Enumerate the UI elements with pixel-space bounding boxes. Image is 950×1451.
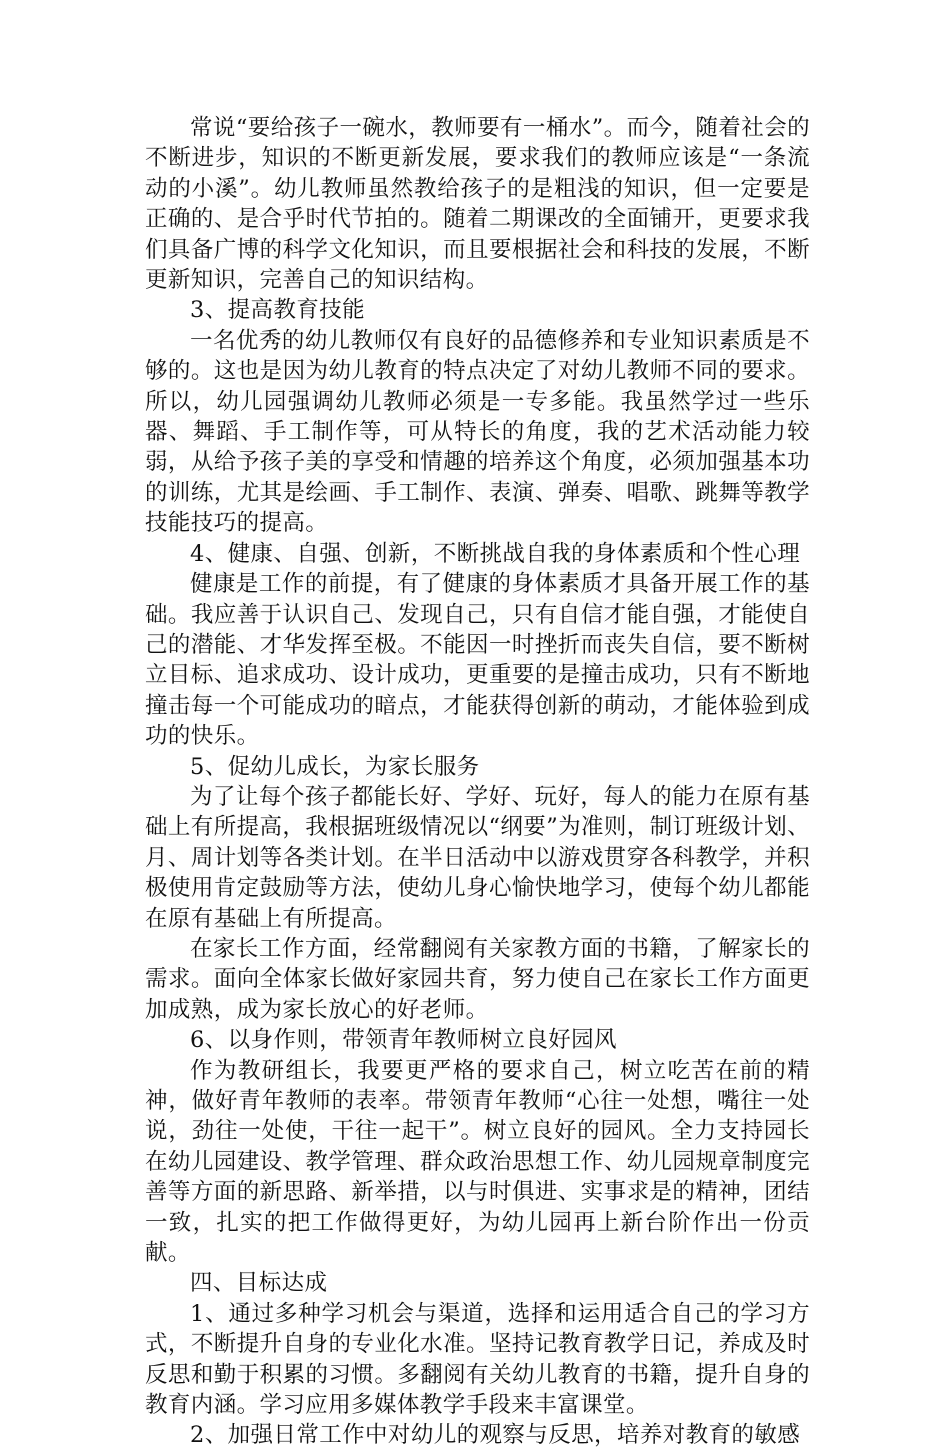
paragraph-knowledge-update: 常说“要给孩子一碗水，教师要有一桶水”。而今，随着社会的不断进步，知识的不断更新发展，要求我们的教师应该是“一条流动的小溪”。幼儿教师虽然教给孩子的是粗浅的知识，但一定要是正确的、是合乎时代节拍的。随着二期课改的全面铺开，更要求我们具备广博的科学文化知识，而且要根据社会和科技的发展，不断更新知识，完善自己的知识结构。: [145, 115, 810, 294]
paragraph-parent-work: 在家长工作方面，经常翻阅有关家教方面的书籍，了解家长的需求。面向全体家长做好家园共育，努力使自己在家长工作方面更加成熟，成为家长放心的好老师。: [145, 935, 810, 1023]
paragraph-goal-1: 1、通过多种学习机会与渠道，选择和运用适合自己的学习方式，不断提升自身的专业化水准。坚持记教育教学日记，养成及时反思和勤于积累的习惯。多翻阅有关幼儿教育的书籍，提升自身的教育内涵。学习应用多媒体教学手段来丰富课堂。: [145, 1300, 810, 1419]
heading-teaching-skills: 3、提高教育技能: [190, 297, 366, 324]
paragraph-teaching-skills: 一名优秀的幼儿教师仅有良好的品德修养和专业知识素质是不够的。这也是因为幼儿教育的特点决定了对幼儿教师不同的要求。所以，幼儿园强调幼儿教师必须是一专多能。我虽然学过一些乐器、舞蹈、手工制作等，可从特长的角度，我的艺术活动能力较弱，从给予孩子美的享受和情趣的培养这个角度，必须加强基本功的训练，尤其是绘画、手工制作、表演、弹奏、唱歌、跳舞等教学技能技巧的提高。: [145, 327, 810, 537]
paragraph-lead-by-example: 作为教研组长，我要更严格的要求自己，树立吃苦在前的精神，做好青年教师的表率。带领青年教师“心往一处想，嘴往一处说，劲往一处使，干往一起干”。树立良好的园风。全力支持园长在幼儿园建设、教学管理、群众政治思想工作、幼儿园规章制度完善等方面的新思路、新举措，以与时俱进、实事求是的精神，团结一致，扎实的把工作做得更好，为幼儿园再上新台阶作出一份贡献。: [145, 1057, 810, 1267]
paragraph-goal-2: 2、加强日常工作中对幼儿的观察与反思，培养对教育的敏感: [190, 1422, 801, 1449]
heading-goal-achievement: 四、目标达成: [190, 1270, 328, 1297]
heading-child-growth: 5、促幼儿成长，为家长服务: [190, 753, 480, 780]
heading-health-self-strength: 4、健康、自强、创新，不断挑战自我的身体素质和个性心理: [190, 540, 801, 567]
paragraph-health-self-strength: 健康是工作的前提，有了健康的身体素质才具备开展工作的基础。我应善于认识自己、发现自己，只有自信才能自强，才能使自己的潜能、才华发挥至极。不能因一时挫折而丧失自信，要不断树立目标、追求成功、设计成功，更重要的是撞击成功，只有不断地撞击每一个可能成功的暗点，才能获得创新的萌动，才能体验到成功的快乐。: [145, 571, 810, 750]
document-body: [145, 113, 810, 1451]
paragraph-child-growth: 为了让每个孩子都能长好、学好、玩好，每人的能力在原有基础上有所提高，我根据班级情况以“纲要”为准则，制订班级计划、月、周计划等各类计划。在半日活动中以游戏贯穿各科教学，并积极使用肯定鼓励等方法，使幼儿身心愉快地学习，使每个幼儿都能在原有基础上有所提高。: [145, 783, 811, 932]
heading-lead-by-example: 6、以身作则，带领青年教师树立良好园风: [190, 1027, 617, 1054]
